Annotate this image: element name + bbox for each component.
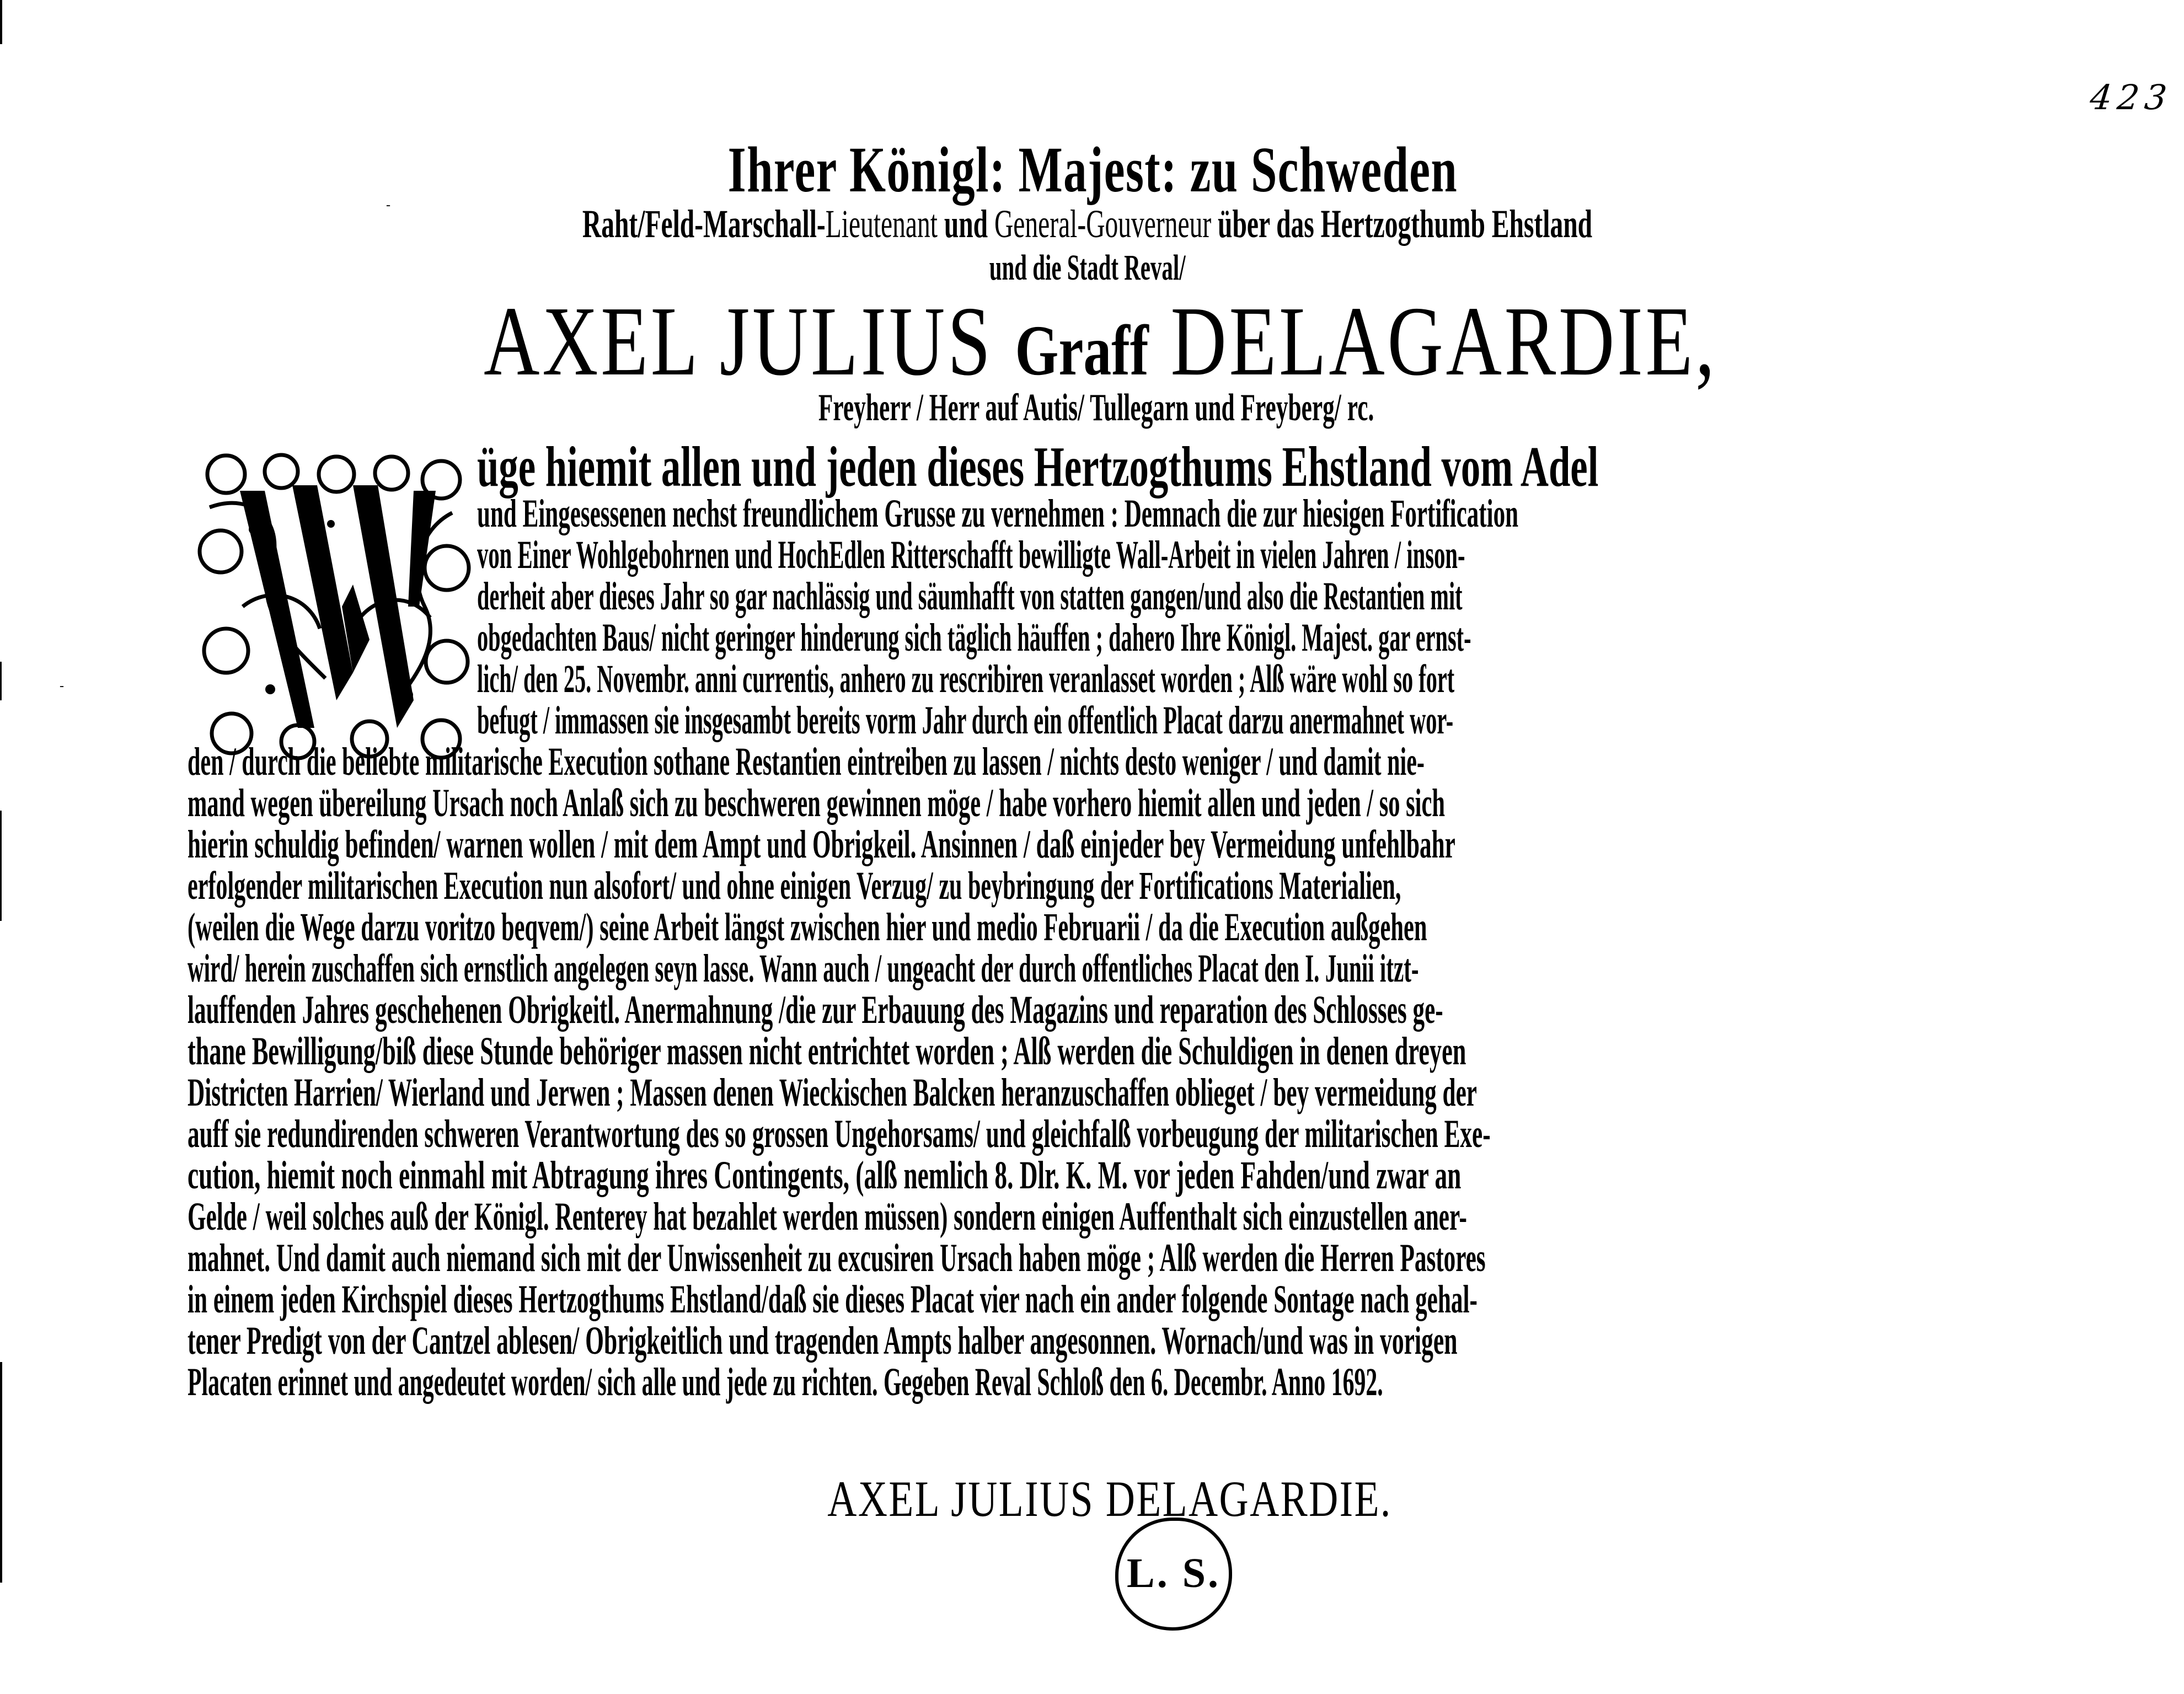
body-line: auff sie redundirenden schweren Verantwortung des so grossen Ungehorsams/ und gleichfalß vorbeugung der militarischen Exe- [188,1112,1491,1156]
left-edge-artifact [0,811,2,921]
body-line: mand wegen übereilung Ursach noch Anlaß sich zu beschweren gewinnen möge / habe vorhero hiemit allen und jeden / so sich [188,781,1445,825]
body-line: in einem jeden Kirchspiel dieses Hertzogthums Ehstland/daß sie dieses Placat vier nach ein ander folgende Sontage nach gehal- [188,1277,1478,1321]
header-office-line [367,198,1808,247]
office-part: Raht/Feld-Marschall- [582,202,826,246]
body-line: von Einer Wohlgebohrnen und HochEdlen Ritterschafft bewilligte Wall-Arbeit in vielen Jahren / inson- [477,533,1465,577]
body-line: Gelde / weil solches auß der Königl. Renterey hat bezahlet werden müssen) sondern einigen Auffenthalt sich einzustellen aner- [188,1194,1467,1239]
left-edge-artifact [0,662,2,700]
body-line: derheit aber dieses Jahr so gar nachlässig und säumhafft von statten gangen/und also die Restantien mit [477,574,1463,618]
name-title-graff: Graff [1015,311,1149,390]
body-line: erfolgender militarischen Execution nun alsofort/ und ohne einigen Verzug/ zu beybringung der Fortifications Materialien, [188,864,1401,908]
seal-text: L. S. [1127,1550,1221,1596]
body-line: mahnet. Und damit auch niemand sich mit der Unwissenheit zu excusiren Ursach haben möge ; Alß werden die Herren Pastores [188,1236,1486,1280]
body-line: den / durch die beliebte militarische Execution sothane Restantien eintreiben zu lassen / nichts desto weniger / und damit nie- [188,739,1425,784]
name-last: DELAGARDIE, [1148,286,1717,396]
header-name-line [249,284,1952,398]
body-line: obgedachten Baus/ nicht geringer hinderung sich täglich häuffen ; dahero Ihre Königl. Majest. gar ernst- [477,615,1471,660]
body-line: thane Bewilligung/biß diese Stunde behöriger massen nicht entrichtet worden ; Alß werden die Schuldigen in denen dreyen [188,1029,1466,1073]
body-line: lich/ den 25. Novembr. anni currentis, anhero zu rescribiren veranlasset worden ; Alß wäre wohl so fort [477,657,1455,701]
signature: AXEL JULIUS DELAGARDIE. [827,1471,1392,1527]
decorative-initial-w [188,441,483,772]
office-part-latin: General-Gouverneur [994,202,1212,246]
header-city-line: und die Stadt Reval/ [989,248,1186,288]
body-line: befugt / immassen sie insgesambt bereits vorm Jahr durch ein offentlich Placat darzu anermahnet wor- [477,698,1454,742]
header-title: Ihrer Königl: Majest: zu Schweden [727,133,1458,206]
name-first: AXEL JULIUS [484,286,1015,396]
left-edge-artifact [0,0,2,44]
body-line: tener Predigt von der Cantzel ablesen/ Obrigkeitlich und tragenden Ampts halber angesonnen. Wornach/und was in vorigen [188,1318,1458,1363]
ornament-initial-icon [188,441,483,772]
body-line: üge hiemit allen und jeden dieses Hertzogthums Ehstland vom Adel [477,435,1599,498]
margin-mark: - [386,198,390,212]
office-part: und [937,202,994,246]
margin-mark: - [60,679,64,693]
body-line: wird/ herein zuschaffen sich ernstlich angelegen seyn lasse. Wann auch / ungeacht der durch offentliches Placat den I. Junii itzt- [188,946,1419,990]
office-part: über das Hertzogthumb Ehstland [1211,202,1593,246]
body-line: und Eingesessenen nechst freundlichem Grusse zu vernehmen : Demnach die zur hiesigen Fortification [477,491,1519,535]
body-line: lauffenden Jahres geschehenen Obrigkeitl. Anermahnung /die zur Erbauung des Magazins und reparation des Schlosses ge- [188,988,1443,1032]
body-line: (weilen die Wege darzu voritzo beqvem/) seine Arbeit längst zwischen hier und medio Februarii / da die Execution außgehen [188,905,1427,949]
body-line: Districten Harrien/ Wierland und Jerwen ; Massen denen Wieckischen Balcken heranzuschaffen oblieget / bey vermeidung der [188,1070,1477,1114]
body-line: cution, hiemit noch einmahl mit Abtragung ihres Contingents, (alß nemlich 8. Dlr. K. M. vor jeden Fahden/und zwar an [188,1153,1462,1197]
body-line: Placaten erinnet und angedeutet worden/ sich alle und jede zu richten. Gegeben Reval Schloß den 6. Decembr. Anno 1692. [188,1360,1383,1404]
header-titles-line: Freyherr / Herr auf Autis/ Tullegarn und Freyberg/ rc. [818,387,1374,429]
office-part-latin: Lieutenant [825,202,938,246]
body-line: hierin schuldig befinden/ warnen wollen / mit dem Ampt und Obrigkeil. Ansinnen / daß einjeder bey Vermeidung unfehlbahr [188,822,1455,866]
left-edge-artifact [0,1362,2,1583]
seal-locus-sigilli [1115,1518,1232,1631]
folio-number: 423 [2088,77,2175,117]
